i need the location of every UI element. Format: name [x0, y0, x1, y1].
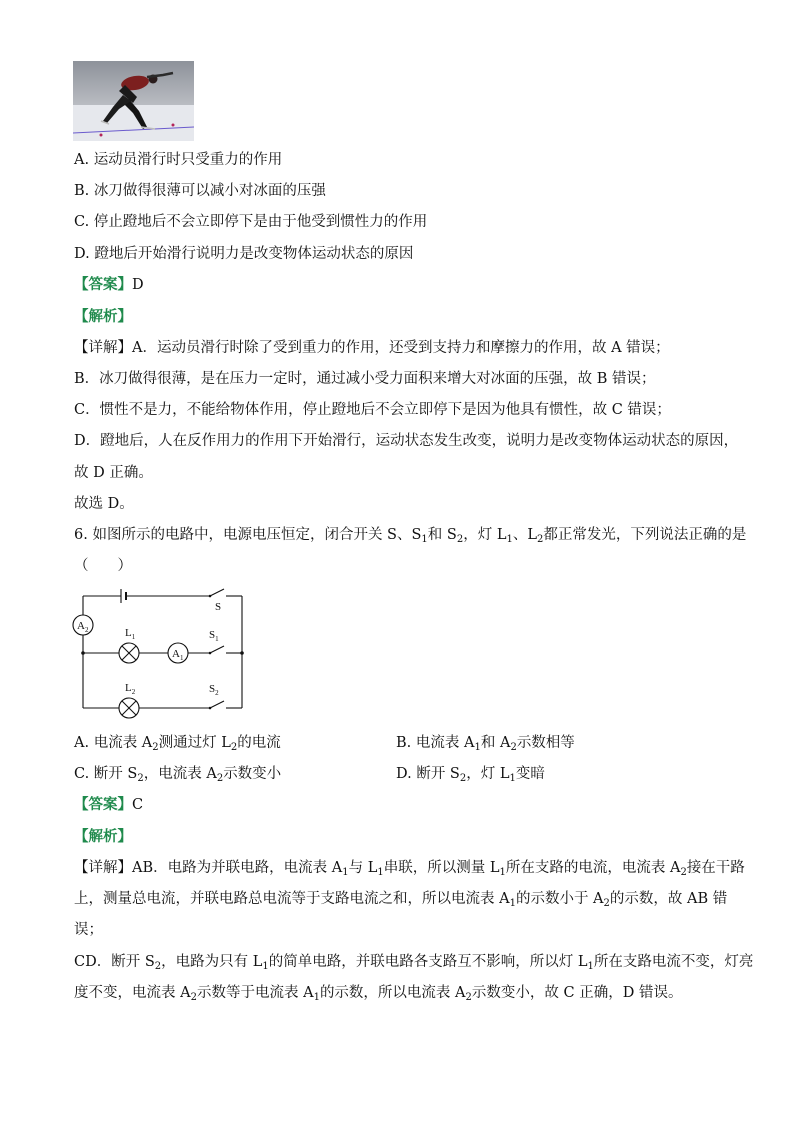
- q6-option-b: B. 电流表 $A_1$和 $A_2$示数相等: [396, 735, 575, 753]
- lamp-l1-label: $L_1$: [125, 627, 136, 641]
- switch-s-label: S: [215, 601, 222, 613]
- q6-detail-line-3: 误；: [74, 922, 103, 938]
- q5-analysis-label: 【解析】: [74, 308, 132, 325]
- q5-detail-line-4: D．蹬地后，人在反作用力的作用下开始滑行，运动状态发生改变，说明力是改变物体运动状态的原因，: [74, 433, 739, 449]
- q5-detail-line-5: 故 D 正确。: [74, 465, 153, 481]
- lamp-l2-label: $L_2$: [125, 682, 136, 696]
- switch-s1-label: $S_1$: [209, 629, 219, 643]
- answer-value: D: [132, 277, 144, 293]
- q5-option-b: B. 冰刀做得很薄可以减小对冰面的压强: [74, 183, 326, 199]
- q5-option-a: A. 运动员滑行时只受重力的作用: [74, 152, 283, 168]
- q5-detail-line-3: C．惯性不是力，不能给物体作用，停止蹬地后不会立即停下是因为他具有惯性，故 C 错误；: [74, 402, 671, 418]
- q5-conclusion: 故选 D。: [74, 496, 134, 512]
- answer-label: 【答案】: [74, 276, 132, 293]
- q5-detail-line-1: 【详解】A．运动员滑行时除了受到重力的作用，还受到支持力和摩擦力的作用，故 A 错误；: [74, 340, 670, 356]
- q6-detail-line-4: CD．断开 $S_2$，电路为只有 $L_1$的简单电路，并联电路各支路互不影响，所以灯 $L_1$所在支路电流不变，灯亮: [74, 954, 754, 972]
- q6-detail-line-5: 度不变，电流表 $A_2$示数等于电流表 $A_1$的示数，所以电流表 $A_2$示数变小，故 C 正确，D 错误。: [74, 985, 683, 1003]
- q5-answer: [74, 275, 144, 295]
- circuit-diagram: [70, 586, 250, 726]
- q6-option-a: A. 电流表 $A_2$测通过灯 $L_2$的电流: [74, 735, 281, 753]
- ammeter-a2-label: $A_2$: [77, 620, 89, 634]
- speed-skater-photo: [73, 61, 194, 141]
- q6-option-c: C. 断开 $S_2$，电流表 $A_2$示数变小: [74, 766, 282, 784]
- q6-analysis-label: 【解析】: [74, 828, 132, 845]
- q6-detail-line-2: 上，测量总电流，并联电路总电流等于支路电流之和，所以电流表 $A_1$的示数小于 $A_2$的示数，故 AB 错: [74, 891, 728, 909]
- q5-option-c: C. 停止蹬地后不会立即停下是由于他受到惯性力的作用: [74, 214, 428, 230]
- ammeter-a1-label: $A_1$: [172, 648, 184, 662]
- q6-answer: 【答案】C: [74, 796, 144, 813]
- q6-stem-bracket: （ ）: [74, 558, 132, 574]
- q5-option-d: D. 蹬地后开始滑行说明力是改变物体运动状态的原因: [74, 246, 414, 262]
- switch-s2-label: $S_2$: [209, 683, 219, 697]
- q5-detail-line-2: B．冰刀做得很薄，是在压力一定时，通过减小受力面积来增大对冰面的压强，故 B 错误；: [74, 371, 656, 387]
- q6-detail-line-1: 【详解】AB．电路为并联电路，电流表 $A_1$与 $L_1$串联，所以测量 $L_1$所在支路的电流，电流表 $A_2$接在干路: [74, 860, 745, 878]
- q6-stem: 6. 如图所示的电路中，电源电压恒定，闭合开关 S、$S_1$和 $S_2$，灯 $L_1$、$L_2$都正常发光，下列说法正确的是: [74, 527, 747, 545]
- q6-option-d: D. 断开 $S_2$，灯 $L_1$变暗: [396, 766, 545, 784]
